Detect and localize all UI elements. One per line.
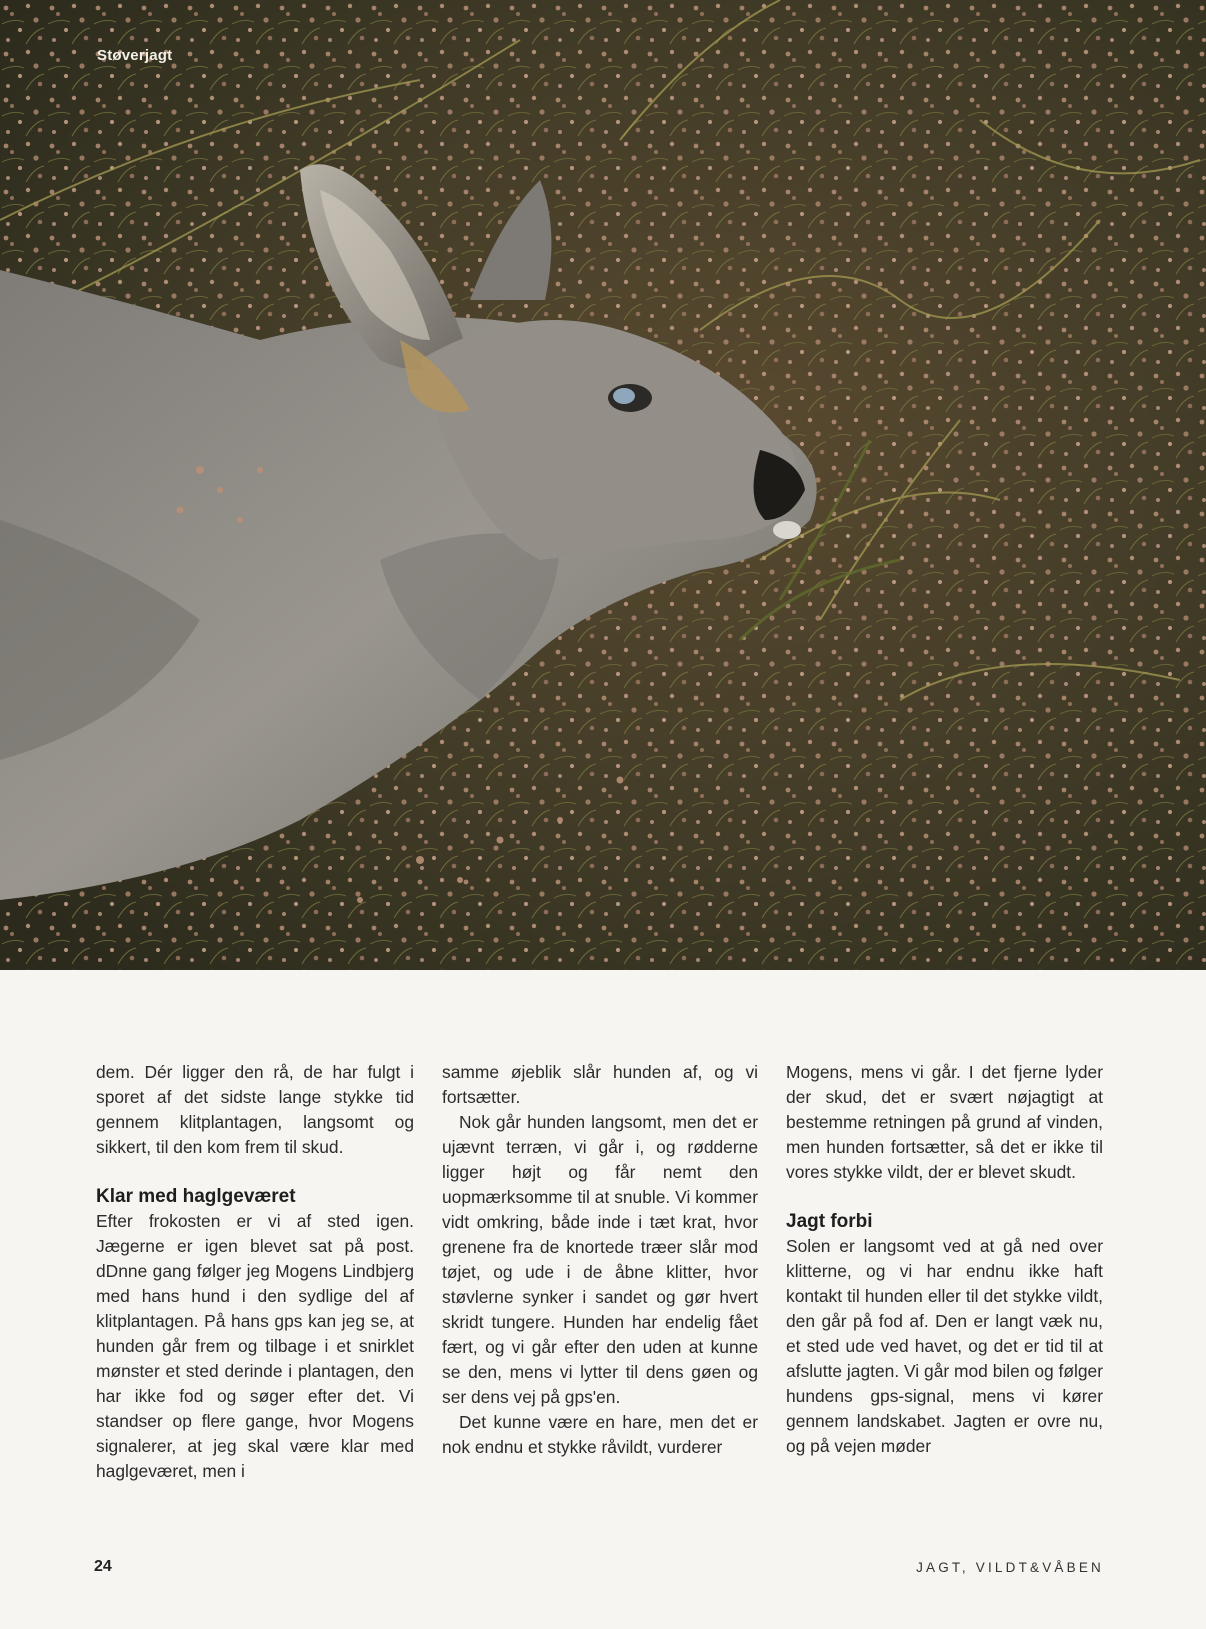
paragraph: Solen er langsomt ved at gå ned over klitterne, og vi har endnu ikke haft kontakt til hunden eller til det stykke vildt, den går på fod af. Den er langt væk nu, et sted ude ved havet, og det er tid til at afslutte jagten. Vi går mod bilen og følger hundens gps-signal, mens vi kører gennem landskabet. Jagten er ovre nu, og på vejen møder xyxy=(786,1236,1103,1456)
text-column-3 xyxy=(786,1060,1103,1459)
text-column-1 xyxy=(96,1060,414,1484)
paragraph: dem. Dér ligger den rå, de har fulgt i sporet af det sidste lange stykke tid gennem klitplantagen, langsomt og sikkert, til den kom frem til skud. xyxy=(96,1062,414,1157)
subheading: Klar med haglgeværet xyxy=(96,1186,296,1207)
paragraph: samme øjeblik slår hunden af, og vi fortsætter. xyxy=(442,1062,758,1107)
paragraph: Nok går hunden langsomt, men det er ujævnt terræn, vi går i, og rødderne ligger højt og får nemt den uopmærksomme til at snuble. Vi kommer vidt omkring, både inde i tæt krat, hvor grenene fra de knortede træer slår mod tøjet, og ude i de åbne klitter, hvor støvlerne synker i sandet og gør hvert skridt tungere. Hunden har endelig fået fært, og vi går efter den uden at kunne se den, mens vi lytter til dens gøen og ser dens vej på gps'en. xyxy=(442,1112,758,1407)
subheading: Jagt forbi xyxy=(786,1211,873,1232)
paragraph: Mogens, mens vi går. I det fjerne lyder der skud, det er svært nøjagtigt at bestemme retningen på grund af vinden, men hunden fortsætter, så det er ikke til vores stykke vildt, der er blevet skudt. xyxy=(786,1062,1103,1182)
paragraph: Efter frokosten er vi af sted igen. Jægerne er igen blevet sat på post. dDnne gang følger jeg Mogens Lindbjerg med hans hund i den sydlige del af klitplantagen. På hans gps kan jeg se, at hunden går frem og tilbage i et snirklet mønster et sted derinde i plantagen, den har ikke fod og søger efter det. Vi standser op flere gange, hvor Mogens signalerer, at jeg skal være klar med haglgeværet, men i xyxy=(96,1211,414,1481)
text-column-2 xyxy=(442,1060,758,1460)
section-label: Støverjagt xyxy=(97,47,173,64)
page-number: 24 xyxy=(94,1558,112,1575)
paragraph: Det kunne være en hare, men det er nok endnu et stykke råvildt, vurderer xyxy=(442,1412,758,1457)
publication-name: JAGT, VILDT&VÅBEN xyxy=(916,1560,1104,1575)
